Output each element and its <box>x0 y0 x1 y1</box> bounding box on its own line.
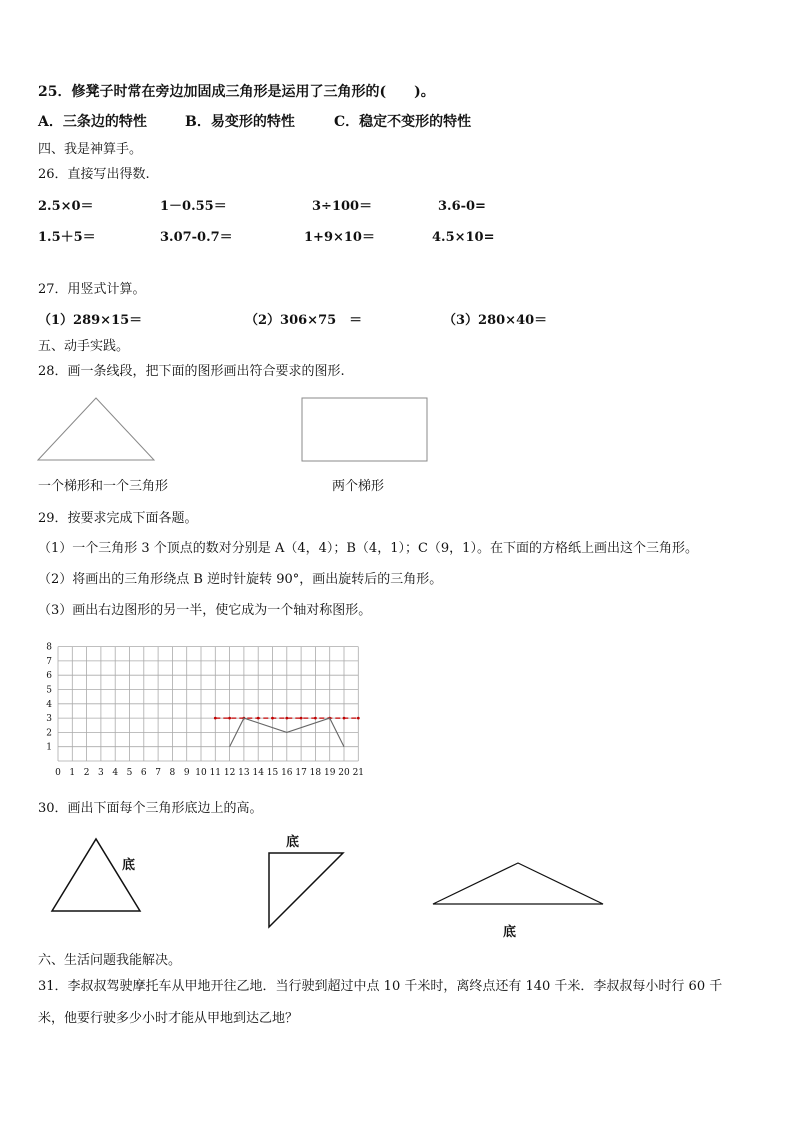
q26-r2-c4: 4.5×10= <box>432 230 495 245</box>
q29-item-3: （3）画出右边图形的另一半，使它成为一个轴对称图形。 <box>38 603 372 618</box>
q27-stem: 27．用竖式计算。 <box>38 282 146 297</box>
q26-r2-c1: 1.5＋5＝ <box>38 230 96 245</box>
x-tick-label: 7 <box>155 768 161 778</box>
q26-r1-c3: 3÷100＝ <box>312 199 373 214</box>
y-tick-label: 1 <box>46 742 52 753</box>
q26-stem: 26．直接写出得数. <box>38 167 150 182</box>
x-tick-label: 21 <box>352 768 365 778</box>
y-tick-label: 8 <box>46 642 52 653</box>
q31-line-1: 31．李叔叔驾驶摩托车从甲地开往乙地．当行驶到超过中点 10 千米时，离终点还有 140 千米．李叔叔每小时行 60 千 <box>38 979 723 994</box>
x-tick-label: 13 <box>238 768 250 778</box>
q25-option-c: C．稳定不变形的特性 <box>334 114 472 130</box>
q28-stem: 28．画一条线段，把下面的图形画出符合要求的图形. <box>38 364 345 379</box>
q30-triangle-1 <box>52 839 140 911</box>
q30-base-label-2: 底 <box>286 835 300 850</box>
q28-caption-right: 两个梯形 <box>332 479 385 494</box>
q25-option-a: A．三条边的特性 <box>38 114 147 130</box>
y-tick-label: 4 <box>46 699 52 710</box>
x-tick-label: 5 <box>126 768 133 778</box>
section-5-heading: 五、动手实践。 <box>38 339 130 354</box>
x-tick-label: 18 <box>309 768 322 778</box>
q28-caption-left: 一个梯形和一个三角形 <box>38 479 169 494</box>
q27-item-2: （2）306×75 ＝ <box>245 313 363 328</box>
q30-stem: 30．画出下面每个三角形底边上的高。 <box>38 801 263 816</box>
x-tick-label: 6 <box>140 768 147 778</box>
x-tick-label: 11 <box>209 768 222 778</box>
q27-item-3: （3）280×40＝ <box>443 313 548 328</box>
x-tick-label: 10 <box>195 768 207 778</box>
q29-item-2: （2）将画出的三角形绕点 B 逆时针旋转 90°，画出旋转后的三角形。 <box>38 572 443 587</box>
section-4-heading: 四、我是神算手。 <box>38 142 143 157</box>
q27-item-1: （1）289×15＝ <box>38 313 143 328</box>
q26-r1-c4: 3.6-0= <box>438 199 486 214</box>
x-tick-label: 19 <box>323 768 336 778</box>
x-tick-label: 14 <box>252 768 264 778</box>
x-tick-label: 16 <box>281 768 293 778</box>
q26-r2-c2: 3.07-0.7＝ <box>160 230 233 245</box>
x-tick-label: 9 <box>183 768 190 778</box>
x-tick-label: 15 <box>266 768 279 778</box>
y-tick-label: 5 <box>46 685 52 696</box>
q30-triangle-3 <box>433 863 603 904</box>
q30-base-label-3: 底 <box>503 925 517 940</box>
x-tick-label: 4 <box>112 768 119 778</box>
q30-triangle-2 <box>269 853 343 927</box>
q26-r1-c2: 1－0.55＝ <box>160 199 227 214</box>
x-tick-label: 3 <box>98 768 104 778</box>
x-tick-label: 8 <box>169 768 176 778</box>
y-tick-label: 3 <box>46 714 52 725</box>
y-tick-label: 7 <box>46 656 52 667</box>
y-tick-label: 2 <box>46 728 52 739</box>
q30-base-label-1: 底 <box>122 858 136 873</box>
q25-option-b: B．易变形的特性 <box>185 114 295 130</box>
q31-line-2: 米，他要行驶多少小时才能从甲地到达乙地？ <box>38 1011 299 1026</box>
q29-item-1: （1）一个三角形 3 个顶点的数对分别是 A（4，4）；B（4，1）；C（9，1）。在下面的方格纸上画出这个三角形。 <box>38 541 698 556</box>
x-tick-label: 12 <box>223 768 236 778</box>
q26-r1-c1: 2.5×0＝ <box>38 199 94 214</box>
x-tick-label: 20 <box>338 768 350 778</box>
section-6-heading: 六、生活问题我能解决。 <box>38 953 182 968</box>
x-tick-label: 17 <box>295 768 307 778</box>
x-tick-label: 2 <box>83 768 90 778</box>
x-tick-label: 1 <box>69 768 76 778</box>
x-tick-label: 0 <box>55 768 61 778</box>
q29-stem: 29．按要求完成下面各题。 <box>38 511 198 526</box>
q26-r2-c3: 1+9×10＝ <box>304 230 375 245</box>
q25-stem: 25．修凳子时常在旁边加固成三角形是运用了三角形的( )。 <box>38 84 435 100</box>
y-tick-label: 6 <box>46 671 52 682</box>
